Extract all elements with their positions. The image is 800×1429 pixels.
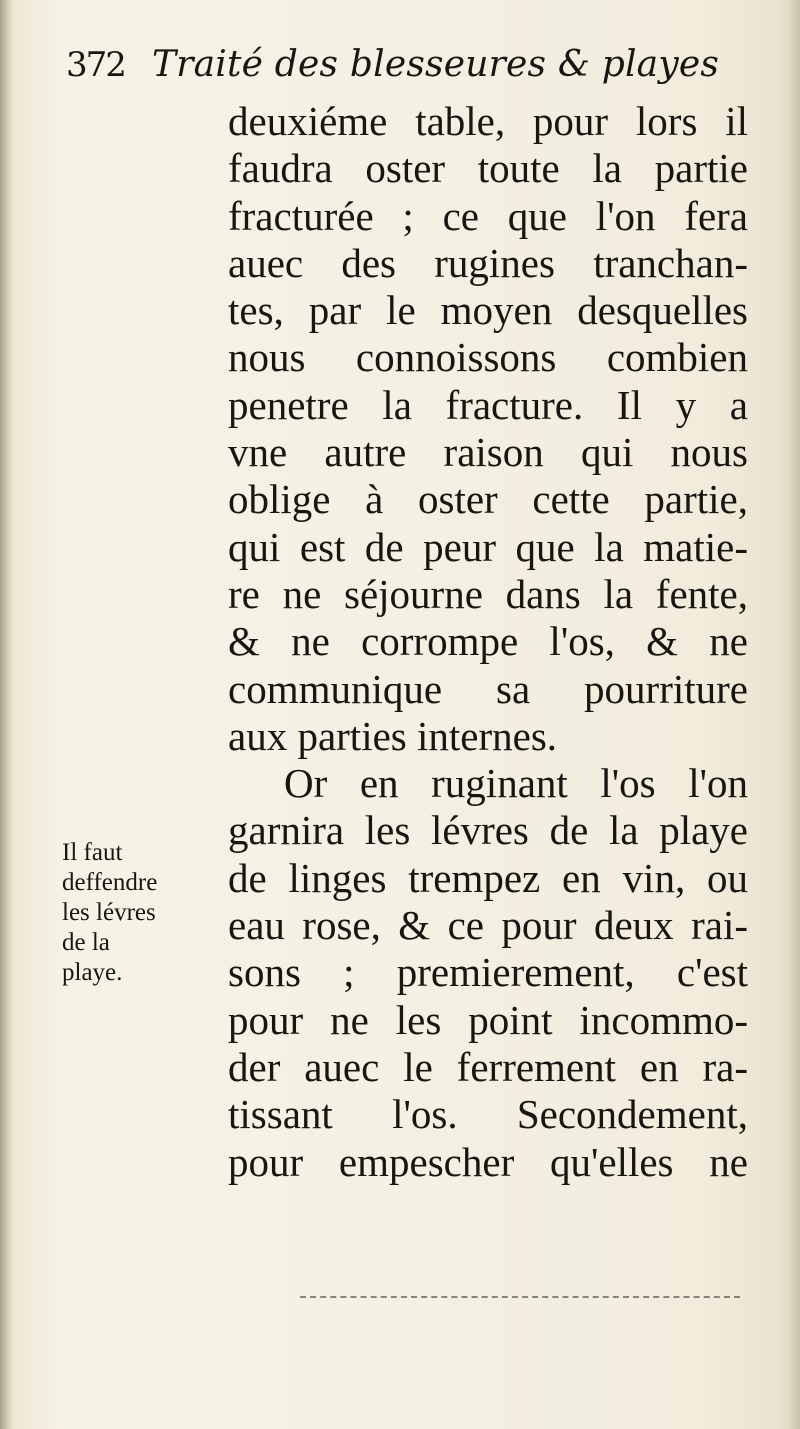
text-line: penetre la fracture. Il y a (228, 381, 748, 428)
text-line: & ne corrompe l'os, & ne (228, 618, 748, 665)
running-head (66, 44, 719, 85)
text-line: pour empescher qu'elles ne (228, 1138, 748, 1185)
text-line: qui est de peur que la matie- (228, 523, 748, 570)
margin-note-line: Il faut (62, 839, 123, 866)
text-line: communique sa pourriture (228, 665, 748, 712)
text-line: der auec le ferrement en ra- (228, 1043, 748, 1090)
text-line: eau rose, & ce pour deux rai- (228, 902, 748, 949)
text-line: de linges trempez en vin, ou (228, 854, 748, 901)
text-line: re ne séjourne dans la fente, (228, 570, 748, 617)
text-line: pour ne les point incommo- (228, 996, 748, 1043)
text-line: faudra oster toute la partie (228, 145, 748, 192)
text-line: sons ; premierement, c'est (228, 949, 748, 996)
text-line: deuxiéme table, pour lors il (228, 98, 748, 144)
margin-note-line: playe. (62, 959, 123, 986)
page-gutter-shadow (0, 0, 14, 1429)
page-number: 372 (66, 45, 125, 85)
margin-note (62, 838, 212, 988)
margin-note-line: de la (62, 929, 110, 956)
text-line: oblige à oster cette partie, (228, 476, 748, 523)
text-line: tes, par le moyen desquelles (228, 287, 748, 334)
text-line: vne autre raison qui nous (228, 429, 748, 476)
margin-note-line: les lévres (62, 899, 156, 926)
text-line: tissant l'os. Secondement, (228, 1091, 748, 1138)
body-text (228, 98, 748, 1186)
page-edge-shadow (778, 0, 800, 1429)
margin-note-line: deffendre (62, 869, 158, 896)
paragraph-start-line: Or en ruginant l'os l'on (284, 760, 748, 807)
text-line: auec des rugines tranchan- (228, 239, 748, 286)
text-line: fracturée ; ce que l'on fera (228, 192, 748, 239)
text-line: garnira les lévres de la playe (228, 807, 748, 854)
text-line: aux parties internes. (228, 712, 558, 759)
bottom-dash-rule (300, 1296, 740, 1300)
text-line: nous connoissons combien (228, 334, 748, 381)
running-title: Traité des blesseures & playes (152, 44, 720, 85)
